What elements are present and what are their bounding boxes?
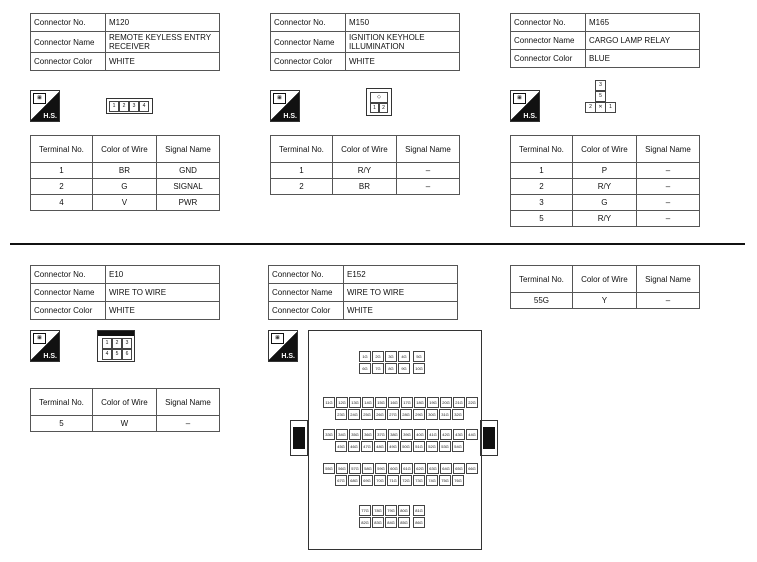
pin-cell: 37G	[375, 429, 387, 440]
label: Connector Color	[31, 53, 106, 71]
pin-cell: 8G	[385, 363, 397, 374]
label: Connector Name	[511, 32, 586, 50]
pin-cell: 9G	[398, 363, 410, 374]
pin-cell: 4G	[398, 351, 410, 362]
pin-cell: 2G	[372, 351, 384, 362]
e152-signal-table	[510, 265, 700, 309]
m120-connector-face: 1 2 3 4	[106, 98, 153, 114]
pin-cell: 57G	[349, 463, 361, 474]
col-color: Color of Wire	[332, 136, 396, 163]
m150-info-table	[270, 13, 460, 71]
table-row: 4 V PWR	[31, 195, 220, 211]
pin-cell: 73G	[413, 475, 425, 486]
pin-cell: 65G	[453, 463, 465, 474]
col-terminal: Terminal No.	[511, 266, 573, 293]
pin-cell: 15G	[375, 397, 387, 408]
connector-ear-right	[480, 420, 498, 456]
col-terminal: Terminal No.	[31, 136, 93, 163]
pin-cell: 52G	[426, 441, 438, 452]
pin-cell: 61G	[401, 463, 413, 474]
pin-cell: 46G	[348, 441, 360, 452]
table-row: 1 R/Y –	[271, 163, 460, 179]
pin-cell: 32G	[452, 409, 464, 420]
m165-signal-table	[510, 135, 700, 227]
pin-cell: 7G	[372, 363, 384, 374]
col-signal: Signal Name	[156, 389, 219, 416]
col-terminal: Terminal No.	[271, 136, 333, 163]
m165-info-table	[510, 13, 700, 68]
pin-cell: 68G	[348, 475, 360, 486]
connector-no: M120	[106, 14, 220, 32]
connector-color: WHITE	[106, 302, 220, 320]
pin-cell: 33G	[323, 429, 335, 440]
pin-cell: 71G	[387, 475, 399, 486]
col-terminal: Terminal No.	[511, 136, 573, 163]
pin-cell: 18G	[414, 397, 426, 408]
table-row: 2 BR –	[271, 179, 460, 195]
m150-signal-table	[270, 135, 460, 195]
pin-cell: 40G	[414, 429, 426, 440]
pin-cell: 43G	[453, 429, 465, 440]
label: Connector Name	[31, 284, 106, 302]
label: Connector Color	[271, 53, 346, 71]
pin-cell: 75G	[439, 475, 451, 486]
pin-cell: 80G	[398, 505, 410, 516]
pin-cell: 31G	[439, 409, 451, 420]
e152-info-table	[268, 265, 458, 320]
pin-cell: 84G	[385, 517, 397, 528]
pin-cell: 41G	[427, 429, 439, 440]
connector-ear-left	[290, 420, 308, 456]
pin-cell: 69G	[361, 475, 373, 486]
pin-cell: 79G	[385, 505, 397, 516]
pin-cell: 86G	[413, 517, 425, 528]
pin-cell: 58G	[362, 463, 374, 474]
m120-info-table	[30, 13, 220, 71]
col-color: Color of Wire	[572, 136, 636, 163]
connector-name: WIRE TO WIRE	[106, 284, 220, 302]
pin-cell: 42G	[440, 429, 452, 440]
pin-cell: 82G	[359, 517, 371, 528]
pin-cell: 74G	[426, 475, 438, 486]
pin-cell: 77G	[359, 505, 371, 516]
table-row: 55G Y –	[511, 293, 700, 309]
pin-cell: 48G	[374, 441, 386, 452]
pin-cell: 1G	[359, 351, 371, 362]
connector-color: WHITE	[344, 302, 458, 320]
connector-color: WHITE	[106, 53, 220, 71]
pin-cell: 85G	[398, 517, 410, 528]
connector-name: REMOTE KEYLESS ENTRY RECEIVER	[106, 32, 220, 53]
pin-cell: 5G	[413, 351, 425, 362]
pin-cell: 30G	[426, 409, 438, 420]
pin-cell: 66G	[466, 463, 478, 474]
connector-no: M165	[586, 14, 700, 32]
pin-cell: 64G	[440, 463, 452, 474]
pin-cell: 25G	[361, 409, 373, 420]
pin-cell: 76G	[452, 475, 464, 486]
pin-cell: 78G	[372, 505, 384, 516]
pin-cell: 54G	[452, 441, 464, 452]
hs-icon: ⊞ H.S.	[510, 90, 540, 122]
col-color: Color of Wire	[92, 389, 156, 416]
pin-cell: 34G	[336, 429, 348, 440]
pin-row	[323, 429, 479, 440]
pin-cell: 39G	[401, 429, 413, 440]
label: Connector No.	[31, 14, 106, 32]
col-color: Color of Wire	[572, 266, 636, 293]
table-row: 2 R/Y –	[511, 179, 700, 195]
connector-name: IGNITION KEYHOLE ILLUMINATION	[346, 32, 460, 53]
pin-cell: 11G	[323, 397, 335, 408]
label: Connector Name	[271, 32, 346, 53]
label: Connector No.	[511, 14, 586, 32]
col-signal: Signal Name	[156, 136, 219, 163]
pin-cell: 26G	[374, 409, 386, 420]
col-signal: Signal Name	[636, 266, 699, 293]
label: Connector Color	[31, 302, 106, 320]
table-row: 5 R/Y –	[511, 211, 700, 227]
col-signal: Signal Name	[396, 136, 459, 163]
pin-cell: 19G	[427, 397, 439, 408]
pin-cell: 17G	[401, 397, 413, 408]
table-row: 5 W –	[31, 416, 220, 432]
hs-icon: ⊞ H.S.	[270, 90, 300, 122]
pin-cell: 83G	[372, 517, 384, 528]
pin-row	[335, 475, 465, 486]
pin-cell: 23G	[335, 409, 347, 420]
pin-cell: 55G	[323, 463, 335, 474]
pin-cell: 49G	[387, 441, 399, 452]
col-color: Color of Wire	[92, 136, 156, 163]
e10-info-table	[30, 265, 220, 320]
table-row: 1 BR GND	[31, 163, 220, 179]
table-row: 1 P –	[511, 163, 700, 179]
m165-connector-face: 3 5 2 ✕ 1	[585, 80, 615, 118]
pin-cell: 24G	[348, 409, 360, 420]
pin-row	[323, 463, 479, 474]
pin-cell: 35G	[349, 429, 361, 440]
connector-no: M150	[346, 14, 460, 32]
pin-row	[359, 351, 426, 362]
label: Connector No.	[269, 266, 344, 284]
pin-cell: 10G	[413, 363, 425, 374]
pin-cell: 62G	[414, 463, 426, 474]
pin-cell: 16G	[388, 397, 400, 408]
m120-signal-table	[30, 135, 220, 211]
pin-cell: 3G	[385, 351, 397, 362]
table-row: 3 G –	[511, 195, 700, 211]
pin-cell: 22G	[466, 397, 478, 408]
pin-row	[335, 441, 465, 452]
label: Connector Color	[269, 302, 344, 320]
label: Connector No.	[271, 14, 346, 32]
pin-cell: 53G	[439, 441, 451, 452]
m150-connector-face: ◇ 1 2	[366, 88, 392, 116]
hs-icon: ⊞ H.S.	[30, 330, 60, 362]
pin-cell: 70G	[374, 475, 386, 486]
label: Connector Name	[269, 284, 344, 302]
table-row: 2 G SIGNAL	[31, 179, 220, 195]
pin-row	[323, 397, 479, 408]
e10-signal-table	[30, 388, 220, 432]
label: Connector No.	[31, 266, 106, 284]
pin-cell: 81G	[413, 505, 425, 516]
pin-cell: 13G	[349, 397, 361, 408]
pin-cell: 51G	[413, 441, 425, 452]
pin-cell: 14G	[362, 397, 374, 408]
label: Connector Name	[31, 32, 106, 53]
pin-cell: 63G	[427, 463, 439, 474]
pin-row	[359, 505, 426, 516]
pin-cell: 27G	[387, 409, 399, 420]
hs-icon: ⊞ H.S.	[268, 330, 298, 362]
e152-connector-face	[308, 330, 482, 550]
pin-cell: 21G	[453, 397, 465, 408]
pin-cell: 28G	[400, 409, 412, 420]
pin-cell: 60G	[388, 463, 400, 474]
hs-icon: ⊞ H.S.	[30, 90, 60, 122]
pin-row	[359, 363, 426, 374]
pin-cell: 12G	[336, 397, 348, 408]
pin-cell: 56G	[336, 463, 348, 474]
connector-name: CARGO LAMP RELAY	[586, 32, 700, 50]
col-terminal: Terminal No.	[31, 389, 93, 416]
pin-cell: 38G	[388, 429, 400, 440]
pin-cell: 36G	[362, 429, 374, 440]
e10-connector-face: 1 2 3 4 5 6	[97, 330, 135, 362]
pin-row	[335, 409, 465, 420]
pin-cell: 6G	[359, 363, 371, 374]
pin-cell: 44G	[466, 429, 478, 440]
section-divider	[10, 243, 745, 245]
connector-no: E152	[344, 266, 458, 284]
label: Connector Color	[511, 50, 586, 68]
pin-cell: 29G	[413, 409, 425, 420]
pin-cell: 47G	[361, 441, 373, 452]
col-signal: Signal Name	[636, 136, 699, 163]
connector-color: WHITE	[346, 53, 460, 71]
pin-cell: 50G	[400, 441, 412, 452]
pin-cell: 67G	[335, 475, 347, 486]
pin-row	[359, 517, 426, 528]
pin-cell: 59G	[375, 463, 387, 474]
connector-no: E10	[106, 266, 220, 284]
connector-color: BLUE	[586, 50, 700, 68]
pin-cell: 72G	[400, 475, 412, 486]
pin-cell: 45G	[335, 441, 347, 452]
connector-name: WIRE TO WIRE	[344, 284, 458, 302]
pin-cell: 20G	[440, 397, 452, 408]
